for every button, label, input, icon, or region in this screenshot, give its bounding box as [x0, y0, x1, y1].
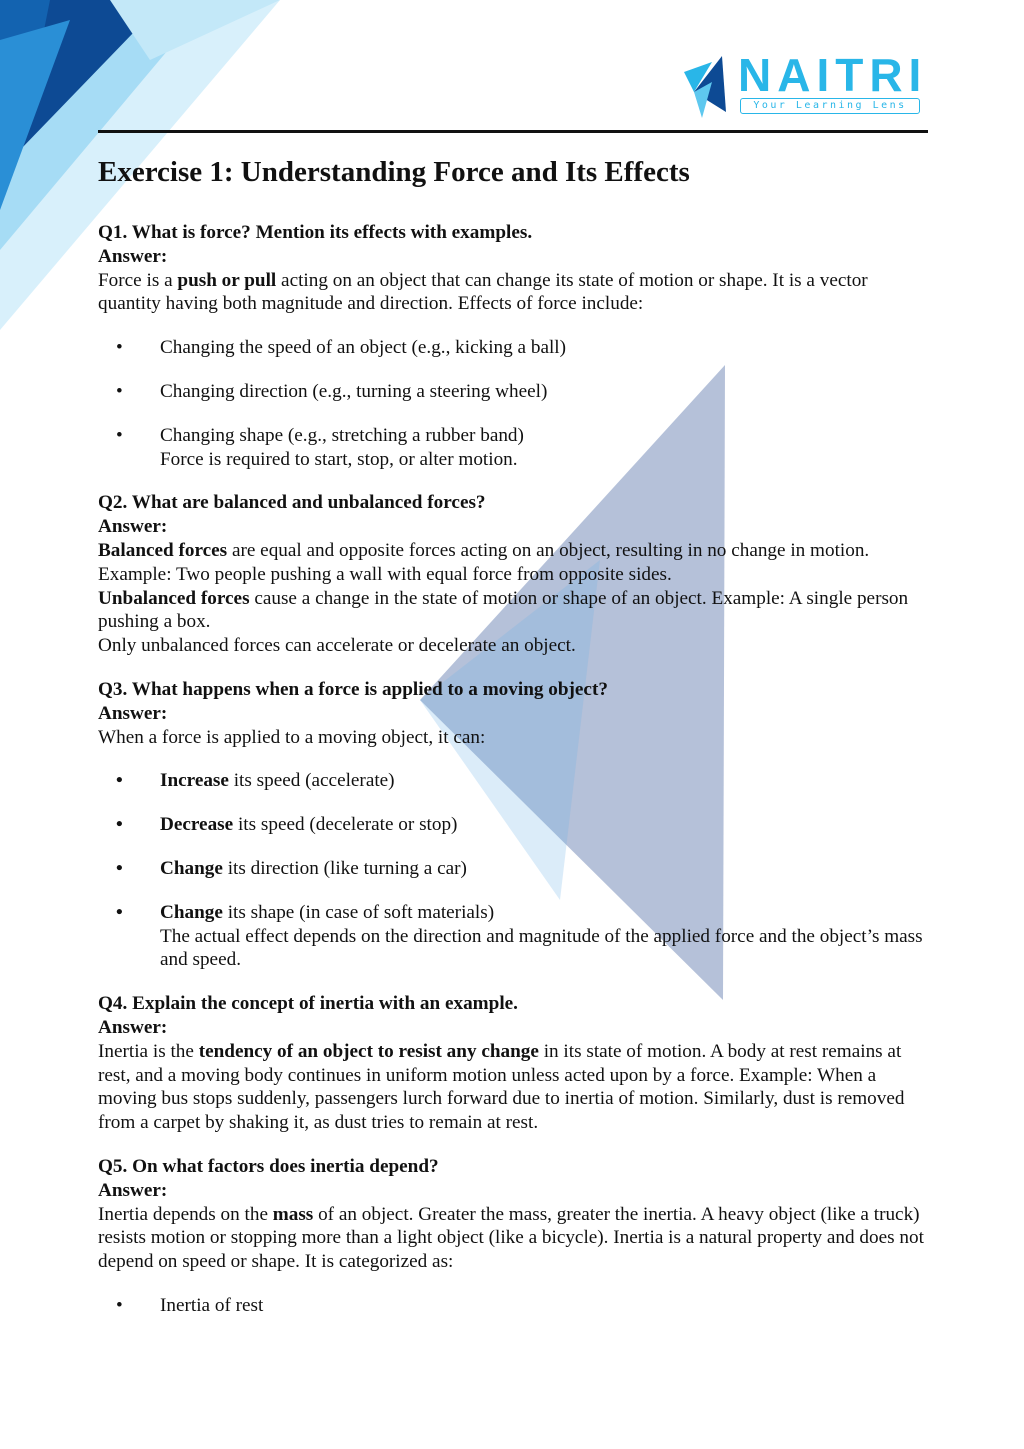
bullet-followup-text: The actual effect depends on the direction and magnitude of the applied force and the object’s mass and speed. [160, 925, 923, 971]
question-list [98, 221, 930, 1318]
bullet-item [98, 336, 930, 360]
answer-paragraph [98, 269, 930, 317]
text-run: When a force is applied to a moving object, it can: [98, 726, 486, 748]
bullet-item [98, 813, 930, 837]
answer-label: Answer: [98, 1179, 168, 1201]
question-block [98, 1155, 930, 1318]
text-run: Force is a [98, 269, 178, 291]
question-heading: Q5. On what factors does inertia depend? [98, 1155, 439, 1177]
bullet-icon: • [116, 380, 123, 402]
bullet-list [98, 769, 930, 972]
text-run: Inertia is the [98, 1040, 199, 1062]
bold-text: push or pull [177, 269, 277, 291]
text-run: its speed (decelerate or stop) [233, 814, 458, 836]
text-run: cause a change in the state of motion or shape of an object. Example: A single person pushing a box. [98, 587, 909, 633]
answer-label: Answer: [98, 1016, 168, 1038]
text-run: are equal and opposite forces acting on an object, resulting in no change in motion. Example: Two people pushing a wall with equal force from opposite sides. [98, 539, 870, 585]
answer-label: Answer: [98, 245, 168, 267]
answer-paragraph [98, 726, 930, 750]
bold-text: Change [160, 901, 223, 923]
bold-text: Increase [160, 770, 229, 792]
text-run: Changing shape (e.g., stretching a rubber band) [160, 424, 524, 446]
logo-name: NAITRI [738, 49, 928, 101]
text-run: its speed (accelerate) [228, 770, 395, 792]
bold-text: Change [160, 857, 223, 879]
text-run: its shape (in case of soft materials) [222, 901, 495, 923]
text-run: in its state of motion. A body at rest remains at rest, and a moving body continues in uniform motion unless acted upon by a force. Example: When a moving bus stops suddenly, passengers lurch forward due to inertia of motion. Similarly, dust is removed from a carpet by shaking it, as dust tries to remain at rest. [98, 1040, 905, 1134]
bullet-item [98, 380, 930, 404]
bullet-icon: • [116, 424, 123, 446]
bullet-icon: • [116, 814, 123, 836]
bullet-icon: • [116, 901, 123, 923]
bullet-item [98, 769, 930, 793]
bullet-icon: • [116, 857, 123, 879]
bold-text: mass [272, 1203, 314, 1225]
question-block [98, 221, 930, 471]
bullet-followup-text: Force is required to start, stop, or alter motion. [160, 448, 518, 470]
text-run: Changing the speed of an object (e.g., kicking a ball) [160, 337, 567, 359]
logo-mark-icon [682, 52, 738, 120]
header-rule [98, 130, 928, 133]
text-run: its direction (like turning a car) [222, 857, 467, 879]
document-body [98, 153, 930, 1338]
logo-tagline: Your Learning Lens [740, 98, 920, 114]
question-heading: Q3. What happens when a force is applied to a moving object? [98, 678, 608, 700]
text-run: acting on an object that can change its state of motion or shape. It is a vector quantity having both magnitude and direction. Effects of force include: [98, 269, 868, 315]
text-run: Inertia depends on the [98, 1203, 273, 1225]
question-heading: Q1. What is force? Mention its effects with examples. [98, 222, 533, 243]
answer-label: Answer: [98, 516, 168, 538]
answer-paragraph [98, 587, 930, 635]
text-run: of an object. Greater the mass, greater the inertia. A heavy object (like a truck) resists motion or stopping more than a light object (like a bicycle). Inertia is a natural property and does not depend on speed or shape. It is categorized as: [98, 1203, 924, 1273]
bullet-item [98, 424, 930, 472]
question-block [98, 491, 930, 658]
bullet-icon: • [116, 1294, 123, 1316]
bold-text: Decrease [160, 814, 234, 836]
bold-text: Balanced forces [98, 539, 228, 561]
answer-paragraph [98, 1203, 930, 1274]
bullet-item [98, 1294, 930, 1318]
bullet-item [98, 901, 930, 972]
bullet-icon: • [116, 337, 123, 359]
bullet-list [98, 1294, 930, 1318]
question-heading: Q2. What are balanced and unbalanced forces? [98, 492, 486, 514]
answer-label: Answer: [98, 702, 168, 724]
text-run: Only unbalanced forces can accelerate or decelerate an object. [98, 635, 576, 657]
question-heading: Q4. Explain the concept of inertia with an example. [98, 993, 518, 1015]
text-run: Inertia of rest [160, 1294, 264, 1316]
answer-paragraph [98, 1040, 930, 1135]
question-block [98, 992, 930, 1135]
question-block [98, 678, 930, 972]
bold-text: Unbalanced forces [98, 587, 250, 609]
bullet-icon: • [116, 770, 123, 792]
bullet-list [98, 336, 930, 471]
answer-paragraph [98, 634, 930, 658]
page-title: Exercise 1: Understanding Force and Its Effects [98, 156, 690, 188]
bullet-item [98, 857, 930, 881]
naitri-logo [682, 49, 932, 122]
answer-paragraph [98, 539, 930, 587]
bold-text: tendency of an object to resist any change [198, 1040, 539, 1062]
text-run: Changing direction (e.g., turning a steering wheel) [160, 380, 548, 402]
